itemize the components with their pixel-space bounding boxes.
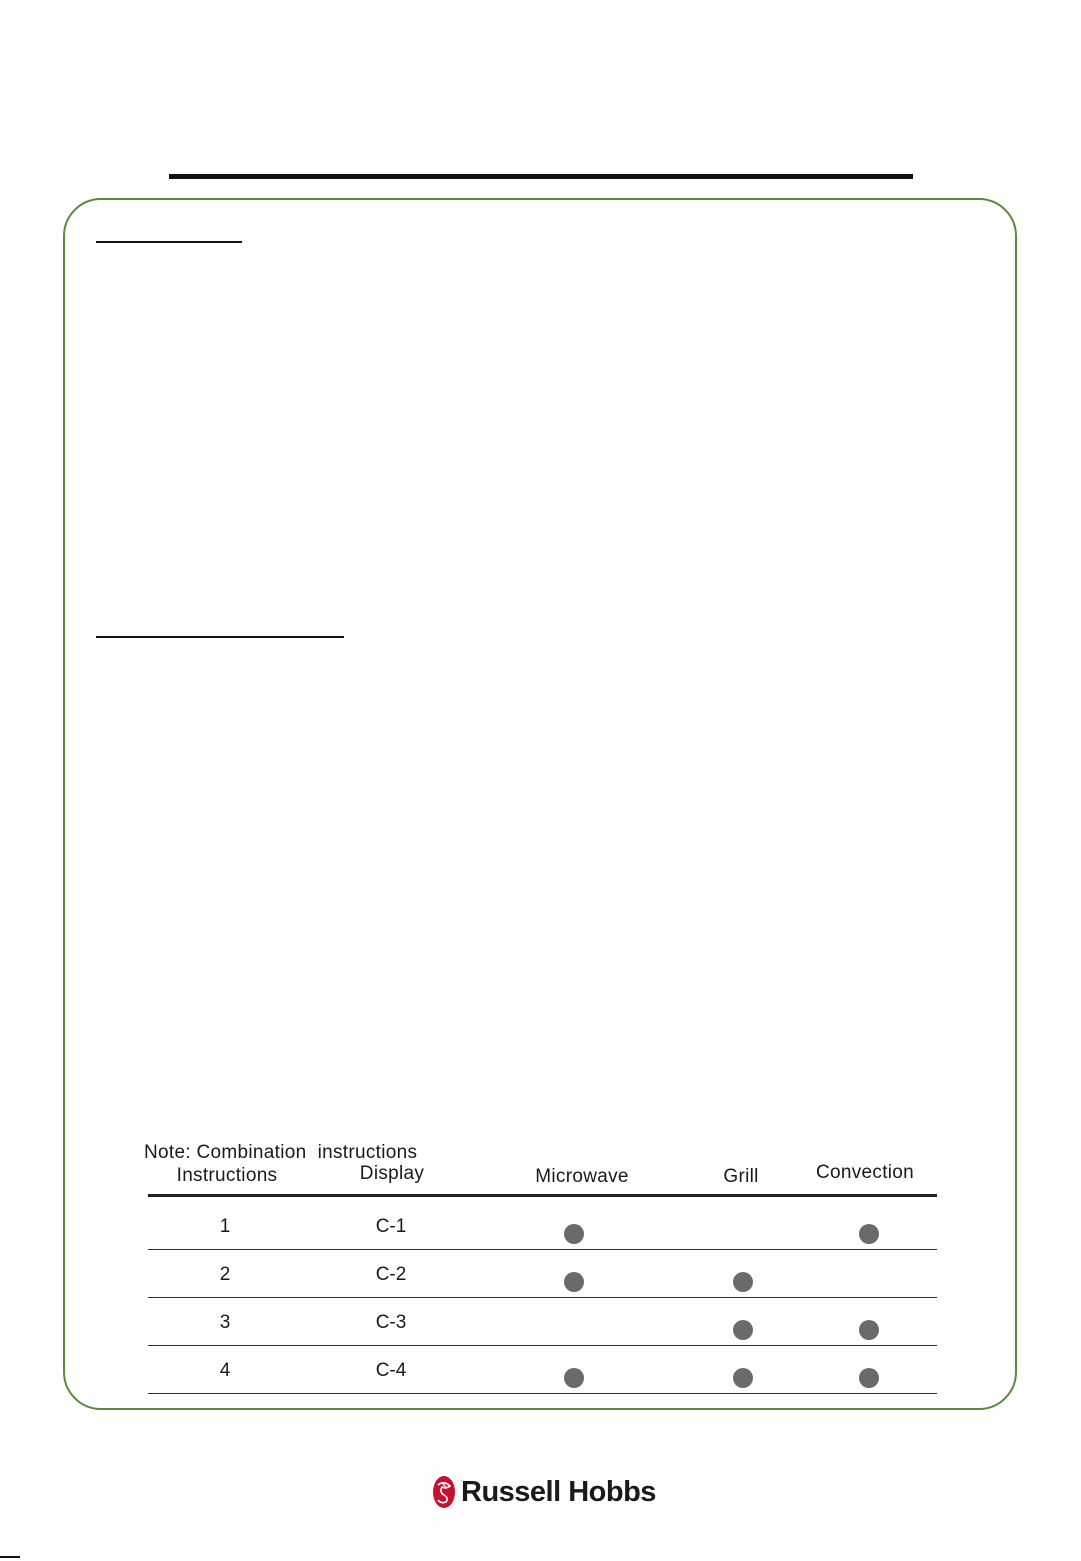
table-row bbox=[148, 1346, 937, 1394]
grill-mark bbox=[733, 1320, 753, 1340]
header-instructions: Instructions bbox=[176, 1165, 278, 1186]
row-instruction-number: 2 bbox=[219, 1264, 231, 1285]
row-display-code: C-4 bbox=[375, 1360, 407, 1381]
header-microwave: Microwave bbox=[535, 1166, 629, 1187]
convection-mark bbox=[859, 1368, 879, 1388]
row-instruction-number: 1 bbox=[219, 1216, 231, 1237]
header-grill: Grill bbox=[723, 1166, 759, 1187]
table-header-rule bbox=[148, 1194, 937, 1197]
grill-mark bbox=[733, 1272, 753, 1292]
microwave-mark bbox=[564, 1368, 584, 1388]
table-row bbox=[148, 1202, 937, 1250]
table-row bbox=[148, 1250, 937, 1298]
row-display-code: C-3 bbox=[375, 1312, 407, 1333]
section-heading-underline-1 bbox=[96, 241, 242, 243]
section-heading-underline-2 bbox=[96, 636, 344, 638]
header-convection: Convection bbox=[815, 1162, 915, 1183]
row-display-code: C-2 bbox=[375, 1264, 407, 1285]
header-display: Display bbox=[359, 1163, 425, 1184]
row-instruction-number: 3 bbox=[219, 1312, 231, 1333]
table-note: Note: Combination instructions bbox=[144, 1142, 418, 1163]
convection-mark bbox=[859, 1224, 879, 1244]
table-row bbox=[148, 1298, 937, 1346]
brand-name: Russell Hobbs bbox=[461, 1475, 656, 1508]
top-divider bbox=[169, 174, 913, 179]
row-divider bbox=[148, 1393, 937, 1395]
microwave-mark bbox=[564, 1272, 584, 1292]
microwave-mark bbox=[564, 1224, 584, 1244]
convection-mark bbox=[859, 1320, 879, 1340]
grill-mark bbox=[733, 1368, 753, 1388]
row-display-code: C-1 bbox=[375, 1216, 407, 1237]
brand-footer bbox=[432, 1472, 656, 1512]
page-corner-mark bbox=[0, 1556, 20, 1558]
russell-hobbs-logo-icon bbox=[432, 1475, 456, 1509]
row-instruction-number: 4 bbox=[219, 1360, 231, 1381]
